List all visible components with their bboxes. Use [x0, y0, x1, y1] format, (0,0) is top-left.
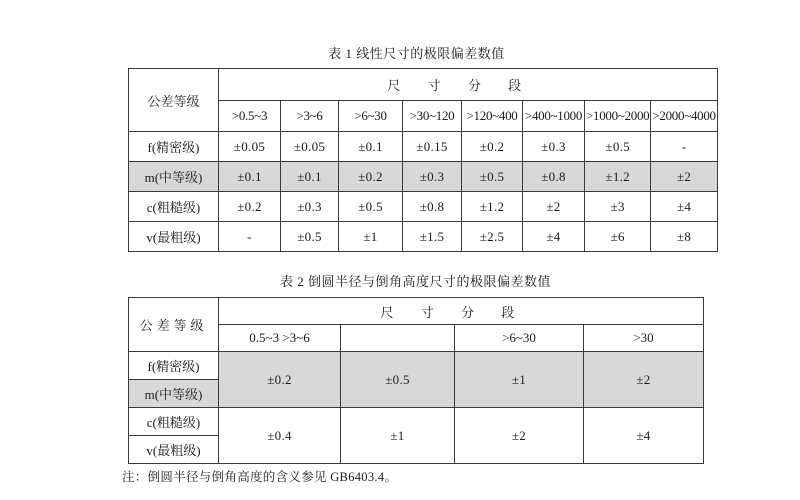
table1-col-header: >3~6: [281, 101, 339, 132]
table1-value-cell: ±0.3: [281, 192, 339, 222]
table2-value-cell: ±0.4: [219, 408, 341, 464]
table1-value-cell: ±1: [339, 222, 403, 252]
table1-value-cell: ±0.15: [403, 132, 462, 162]
table1-value-cell: ±0.5: [585, 132, 651, 162]
table1-value-cell: ±8: [651, 222, 717, 252]
table1-row-f: [129, 132, 718, 162]
table1-size-segment-header: 尺寸分段: [219, 69, 718, 101]
table2-corner-header: 公差等级: [129, 298, 219, 352]
table2-row-label: c(粗糙级): [129, 408, 219, 436]
table2-col-header: >30: [584, 325, 704, 352]
table1-value-cell: ±3: [585, 192, 651, 222]
table2-title: 表 2 倒圆半径与倒角高度尺寸的极限偏差数值: [279, 274, 551, 289]
table2-row-c: [129, 408, 704, 436]
table1-row-label: m(中等级): [129, 162, 219, 192]
table2-size-segment-header: 尺寸分段: [219, 298, 704, 325]
table1-row-label: f(精密级): [129, 132, 219, 162]
table2-value-cell: ±2: [455, 408, 584, 464]
table1-corner-header: 公差等级: [129, 69, 219, 132]
table2-value-cell: ±1: [341, 408, 455, 464]
table1-value-cell: ±1.5: [403, 222, 462, 252]
table1-value-cell: ±6: [585, 222, 651, 252]
table1-row-label: c(粗糙级): [129, 192, 219, 222]
table2-value-cell: ±2: [584, 352, 704, 408]
table1-value-cell: ±0.1: [339, 132, 403, 162]
table1-col-header: >6~30: [339, 101, 403, 132]
table1-value-cell: ±0.3: [523, 132, 585, 162]
table1-row-v: [129, 222, 718, 252]
table1-value-cell: ±0.1: [219, 162, 281, 192]
table1-value-cell: ±4: [523, 222, 585, 252]
table1-value-cell: ±0.8: [523, 162, 585, 192]
table1-value-cell: ±0.3: [403, 162, 462, 192]
table1-value-cell: -: [651, 132, 717, 162]
table1-value-cell: ±0.2: [462, 132, 523, 162]
table1-row-c: [129, 192, 718, 222]
table1-value-cell: ±4: [651, 192, 717, 222]
table1-linear-dimensions: [128, 68, 718, 252]
table1-row-m-highlighted: [129, 162, 718, 192]
table1-value-cell: ±2: [523, 192, 585, 222]
table2-row-label: v(最粗级): [129, 436, 219, 464]
table1-value-cell: ±0.2: [339, 162, 403, 192]
table1-col-header: >0.5~3: [219, 101, 281, 132]
table1-title: 表 1 线性尺寸的极限偏差数值: [328, 46, 505, 61]
table1-value-cell: ±0.1: [281, 162, 339, 192]
table1-col-header: >400~1000: [523, 101, 585, 132]
table1-value-cell: ±0.5: [281, 222, 339, 252]
table2-row-f-highlighted: [129, 352, 704, 380]
table1-col-header: >30~120: [403, 101, 462, 132]
table1-value-cell: ±0.5: [339, 192, 403, 222]
table2-col-header: 0.5~3 >3~6: [219, 325, 341, 352]
table1-value-cell: ±0.05: [281, 132, 339, 162]
table1-value-cell: -: [219, 222, 281, 252]
table1-col-header: >120~400: [462, 101, 523, 132]
table1-col-header: >1000~2000: [585, 101, 651, 132]
table1-value-cell: ±1.2: [462, 192, 523, 222]
table1-value-cell: ±0.2: [219, 192, 281, 222]
table1-value-cell: ±1.2: [585, 162, 651, 192]
footnote: 注：倒圆半径与倒角高度的含义参见 GB6403.4。: [122, 470, 398, 484]
table1-value-cell: ±0.5: [462, 162, 523, 192]
table2-value-cell: ±0.5: [341, 352, 455, 408]
table2-row-label: f(精密级): [129, 352, 219, 380]
table2-col-header: >6~30: [455, 325, 584, 352]
table2-value-cell: ±0.2: [219, 352, 341, 408]
table2-row-label: m(中等级): [129, 380, 219, 408]
table1-value-cell: ±0.05: [219, 132, 281, 162]
table1-row-label: v(最粗级): [129, 222, 219, 252]
table2-value-cell: ±1: [455, 352, 584, 408]
table1-value-cell: ±2: [651, 162, 717, 192]
table1-value-cell: ±2.5: [462, 222, 523, 252]
table2-chamfer-dimensions: [128, 297, 704, 464]
table2-value-cell: ±4: [584, 408, 704, 464]
table2-col-header-empty: [341, 325, 455, 352]
table1-value-cell: ±0.8: [403, 192, 462, 222]
table1-col-header: >2000~4000: [651, 101, 717, 132]
